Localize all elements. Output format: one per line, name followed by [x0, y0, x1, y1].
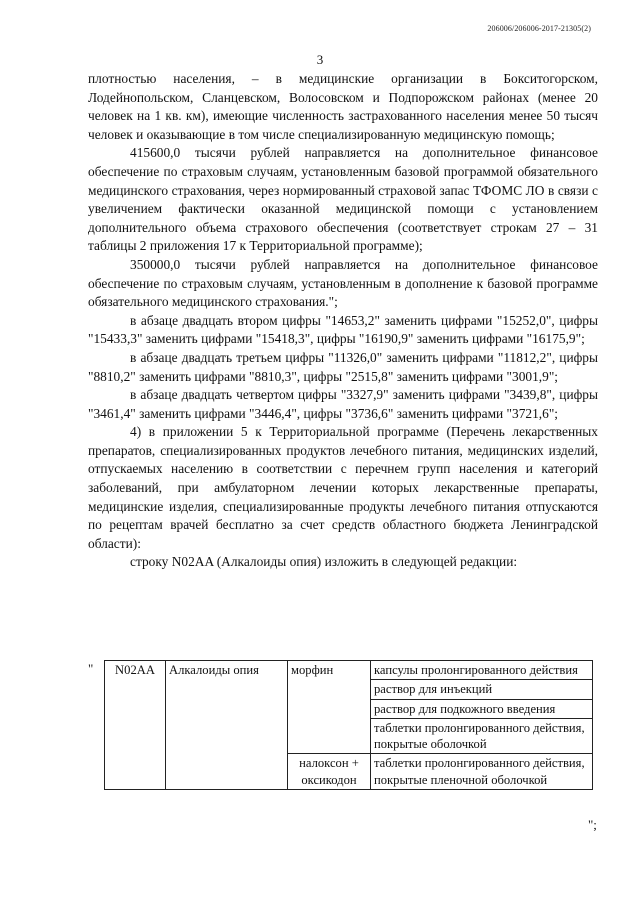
paragraph: строку N02AA (Алкалоиды опия) изложить в следующей редакции: [130, 554, 518, 570]
paragraph: 4) в приложении 5 к Территориальной программе (Перечень лекарственных препаратов, специализированных продуктов лечебного питания, медицинских изделий, отпускаемых населению в соответствии с перечнем групп населения и категорий заболеваний, при амбулаторном лечении которых лекарственные препараты, медицинские изделия, специализированные продукты лечебного питания отпускаются по рецептам врачей бесплатно за счет средств областного бюджета Ленинградской области): [88, 424, 598, 551]
dosage-form-cell: таблетки пролонгированного действия, покрытые оболочкой [371, 718, 593, 754]
paragraph: в абзаце двадцать третьем цифры "11326,0" заменить цифрами "11812,2", цифры "8810,2" заменить цифрами "8810,3", цифры "2515,8" заменить цифрами "3001,9"; [88, 349, 598, 384]
paragraph: 350000,0 тысячи рублей направляется на дополнительное финансовое обеспечение по страховым случаям, установленным в дополнение к базовой программе обязательного медицинского страхования."; [88, 256, 598, 310]
table-open-quote: " [88, 661, 94, 676]
dosage-form-cell: раствор для инъекций [371, 680, 593, 699]
paragraph: 415600,0 тысячи рублей направляется на дополнительное финансовое обеспечение по страховым случаям, установленным базовой программой обязательного медицинского страхования, через нормированный страховой запас ТФОМС ЛО в связи с увеличением фактически оказанной медицинской помощи с установлением дополнительного объема страхового обеспечения (соответствует строкам 27 – 31 таблицы 2 приложения 17 к Территориальной программе); [88, 145, 598, 254]
body-text [88, 70, 598, 572]
table-close-quote: "; [588, 817, 597, 832]
paragraph: плотностью населения, – в медицинские организации в Бокситогорском, Лодейнопольском, Сланцевском, Волосовском и Подпорожском районах (менее 20 человек на 1 кв. км), имеющие численность застрахованного населения менее 50 тысяч человек и оказывающие в том числе специализированную медицинскую помощь; [88, 71, 598, 142]
dosage-form-cell: капсулы пролонгированного действия [371, 661, 593, 680]
drug-table [104, 660, 593, 790]
atc-code-cell: N02AA [105, 661, 166, 790]
paragraph: в абзаце двадцать четвертом цифры "3327,9" заменить цифрами "3439,8", цифры "3461,4" заменить цифрами "3446,4", цифры "3736,6" заменить цифрами "3721,6"; [88, 387, 598, 421]
document-id: 206006/206006-2017-21305(2) [487, 24, 591, 33]
page-number: 3 [316, 52, 324, 67]
table-row [105, 661, 593, 680]
drug-name-cell: налоксон + оксикодон [288, 754, 371, 790]
group-name-cell: Алкалоиды опия [166, 661, 288, 790]
paragraph: в абзаце двадцать втором цифры "14653,2" заменить цифрами "15252,0", цифры "15433,3" заменить цифрами "15418,3", цифры "16190,9" заменить цифрами "16175,9"; [88, 312, 598, 347]
dosage-form-cell: раствор для подкожного введения [371, 699, 593, 718]
drug-name-cell: морфин [288, 661, 371, 754]
dosage-form-cell: таблетки пролонгированного действия, покрытые пленочной оболочкой [371, 754, 593, 790]
